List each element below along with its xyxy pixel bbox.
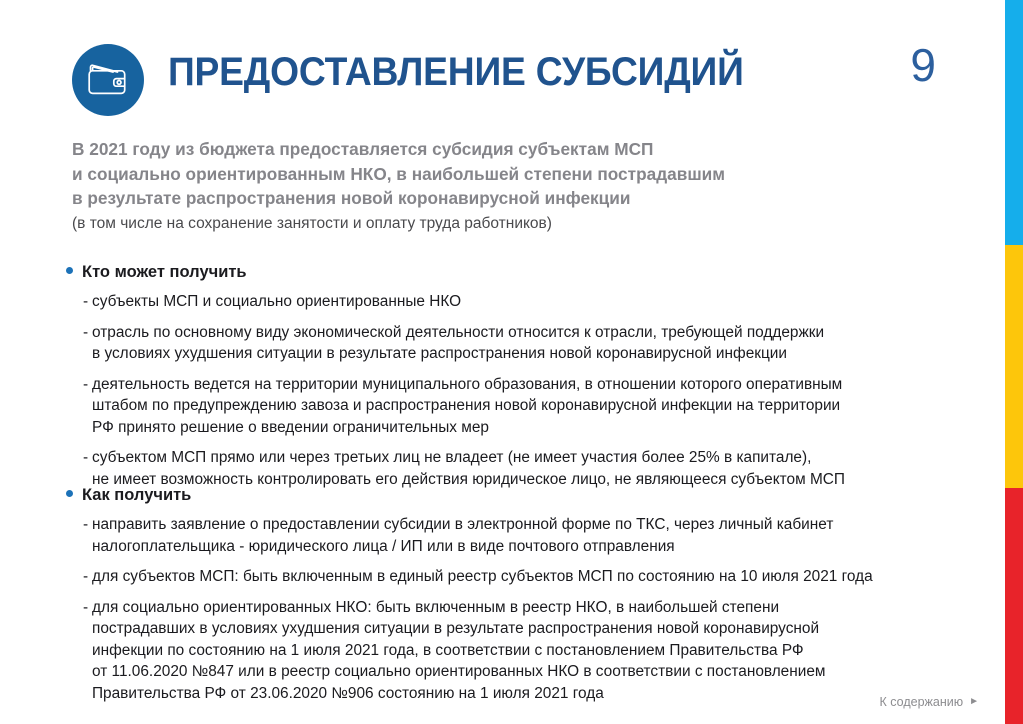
list-item-dash: - xyxy=(83,516,89,533)
section-how-to-receive xyxy=(66,485,976,704)
list-item-line: штабом по предупреждению завоза и распространения новой коронавирусной инфекции на территории xyxy=(92,397,841,414)
list-item-dash: - xyxy=(83,449,89,466)
intro-lead-line: в результате распространения новой коронавирусной инфекции xyxy=(72,188,631,208)
list-item-text xyxy=(92,291,461,313)
list-item-line: направить заявление о предоставлении субсидии в электронной форме по ТКС, через личный кабинет xyxy=(92,516,834,533)
section-item-list xyxy=(66,514,976,704)
list-item xyxy=(83,447,976,490)
list-item-line: пострадавших в условиях ухудшения ситуации в результате распространения новой коронавирусной xyxy=(92,620,820,637)
intro-lead-line: В 2021 году из бюджета предоставляется субсидия субъектам МСП xyxy=(72,139,654,159)
edge-color-bar xyxy=(1005,0,1023,724)
edge-bar-segment-yellow xyxy=(1005,245,1023,488)
list-item-line: деятельность ведется на территории муниципального образования, в отношении которого оперативным xyxy=(92,375,843,393)
list-item-line: в условиях ухудшения ситуации в результате распространения новой коронавирусной инфекции xyxy=(92,345,787,362)
back-to-contents-link[interactable] xyxy=(880,694,980,710)
list-item-dash: - xyxy=(83,375,89,393)
list-item-dash: - xyxy=(83,598,89,616)
list-item-line: не имеет возможность контролировать его действия юридическое лицо, не являющееся субъектом МСП xyxy=(92,470,845,488)
list-item-text xyxy=(92,447,845,490)
list-item xyxy=(83,566,976,588)
list-item-line: отрасль по основному виду экономической деятельности относится к отрасли, требующей поддержки xyxy=(92,323,825,341)
caret-right-icon: ► xyxy=(969,696,979,707)
list-item-dash: - xyxy=(83,568,89,585)
wallet-icon xyxy=(72,44,144,116)
list-item xyxy=(83,514,976,557)
section-heading xyxy=(66,485,976,505)
list-item-line: от 11.06.2020 №847 или в реестр социально ориентированных НКО в соответствии с постановлением xyxy=(92,663,826,680)
section-title: Как получить xyxy=(82,486,192,504)
list-item-line: РФ принято решение о введении ограничительных мер xyxy=(92,418,489,436)
section-title: Кто может получить xyxy=(82,263,247,281)
edge-bar-segment-red xyxy=(1005,488,1023,724)
intro-sub-text: (в том числе на сохранение занятости и оплату труда работников) xyxy=(72,214,552,232)
list-item xyxy=(83,322,976,365)
intro-lead-line: и социально ориентированным НКО, в наибольшей степени пострадавшим xyxy=(72,163,726,184)
slide-header xyxy=(72,39,972,118)
list-item-line: налогоплательщика - юридического лица / ИП или в виде почтового отправления xyxy=(92,537,675,555)
list-item-line: для социально ориентированных НКО: быть включенным в реестр НКО, в наибольшей степени xyxy=(92,598,780,616)
list-item-dash: - xyxy=(83,323,89,341)
bullet-dot-icon xyxy=(66,490,73,497)
back-to-contents-label: К содержанию xyxy=(879,695,964,709)
list-item xyxy=(83,597,976,705)
list-item-line: инфекции по состоянию на 1 июля 2021 года, в соответствии с постановлением Правительства РФ xyxy=(92,641,804,659)
list-item-text xyxy=(92,597,825,705)
bullet-dot-icon xyxy=(66,267,73,274)
list-item-line: Правительства РФ от 23.06.2020 №906 состоянию на 1 июля 2021 года xyxy=(92,684,604,702)
section-who-can-receive xyxy=(66,262,976,490)
section-item-list xyxy=(66,291,976,490)
list-item-text xyxy=(92,514,833,557)
section-heading xyxy=(66,262,976,282)
page-number: 9 xyxy=(910,39,936,91)
list-item-text xyxy=(92,566,873,588)
list-item-dash: - xyxy=(83,293,89,310)
edge-bar-segment-cyan xyxy=(1005,0,1023,245)
list-item-text xyxy=(92,322,824,365)
intro-block xyxy=(72,137,952,235)
list-item-line: субъекты МСП и социально ориентированные НКО xyxy=(92,293,462,310)
list-item-text xyxy=(92,374,842,439)
list-item-line: субъектом МСП прямо или через третьих лиц не владеет (не имеет участия более 25% в капитале), xyxy=(92,449,812,466)
list-item xyxy=(83,291,976,313)
list-item-line: для субъектов МСП: быть включенным в единый реестр субъектов МСП по состоянию на 10 июля 2021 года xyxy=(92,568,873,585)
page-title: ПРЕДОСТАВЛЕНИЕ СУБСИДИЙ xyxy=(168,50,744,94)
intro-lead-text xyxy=(72,137,939,211)
list-item xyxy=(83,374,976,439)
